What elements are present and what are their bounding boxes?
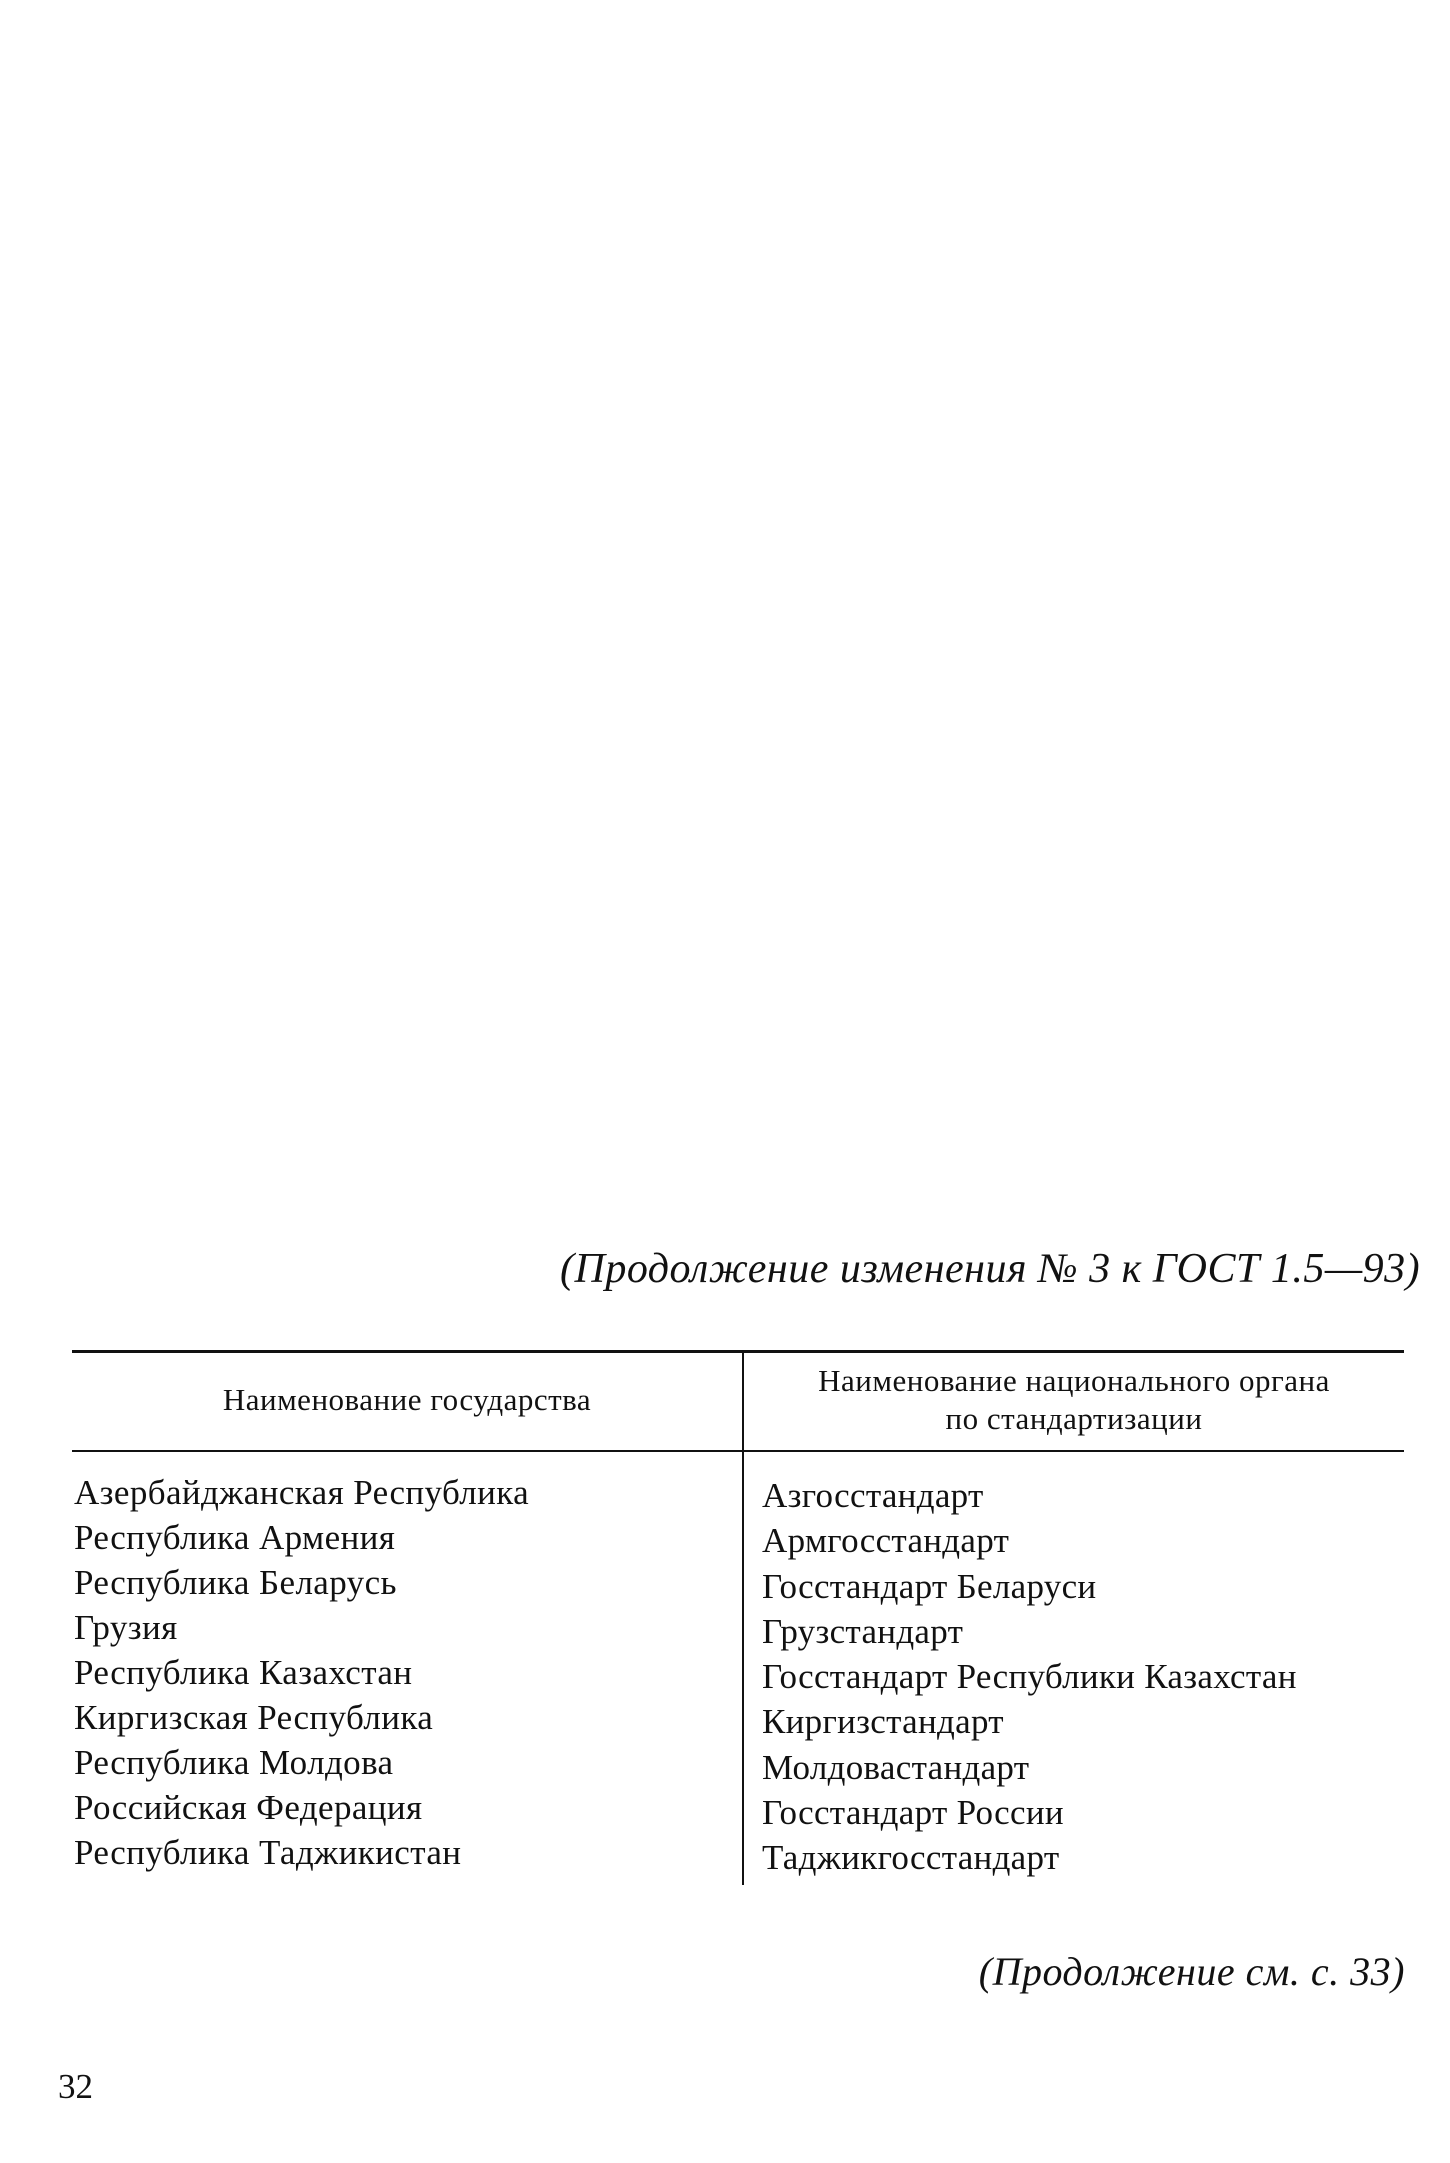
table-header-rule [72, 1450, 1404, 1452]
standards-bodies-table [72, 1350, 1404, 1885]
table-row-body: Киргизстандарт [762, 1702, 1004, 1742]
table-row-body: Госстандарт России [762, 1793, 1064, 1833]
table-row-body: Госстандарт Республики Казахстан [762, 1657, 1297, 1697]
column-header-national-body-text: Наименование национального органа по стандартизации [818, 1363, 1330, 1436]
table-row-body: Молдовастандарт [762, 1747, 1030, 1787]
table-row-state: Республика Армения [74, 1518, 396, 1557]
table-row-body: Госстандарт Беларуси [762, 1566, 1097, 1606]
table-row-state: Грузия [74, 1608, 178, 1647]
table-row-body: Азгосстандарт [762, 1476, 984, 1515]
page-number: 32 [58, 2067, 93, 2106]
table-row-body: Таджикгосстандарт [762, 1838, 1060, 1878]
table-row-body: Грузстандарт [762, 1611, 964, 1651]
continuation-footer: (Продолжение см. с. 33) [978, 1949, 1405, 1994]
state-column [74, 1470, 529, 1875]
column-header-national-body [744, 1350, 1404, 1450]
table-row-body: Армгосстандарт [762, 1521, 1010, 1561]
table-row-state: Республика Таджикистан [74, 1833, 462, 1872]
national-body-column [762, 1473, 1297, 1881]
table-row-state: Республика Беларусь [74, 1563, 397, 1602]
table-row-state: Азербайджанская Республика [74, 1473, 530, 1512]
table-row-state: Республика Молдова [74, 1743, 394, 1782]
continuation-header: (Продолжение изменения № 3 к ГОСТ 1.5—93) [560, 1246, 1421, 1292]
column-header-state: Наименование государства [222, 1382, 592, 1417]
table-row-state: Российская Федерация [74, 1788, 423, 1827]
table-row-state: Республика Казахстан [74, 1653, 413, 1692]
table-row-state: Киргизская Республика [74, 1698, 434, 1737]
